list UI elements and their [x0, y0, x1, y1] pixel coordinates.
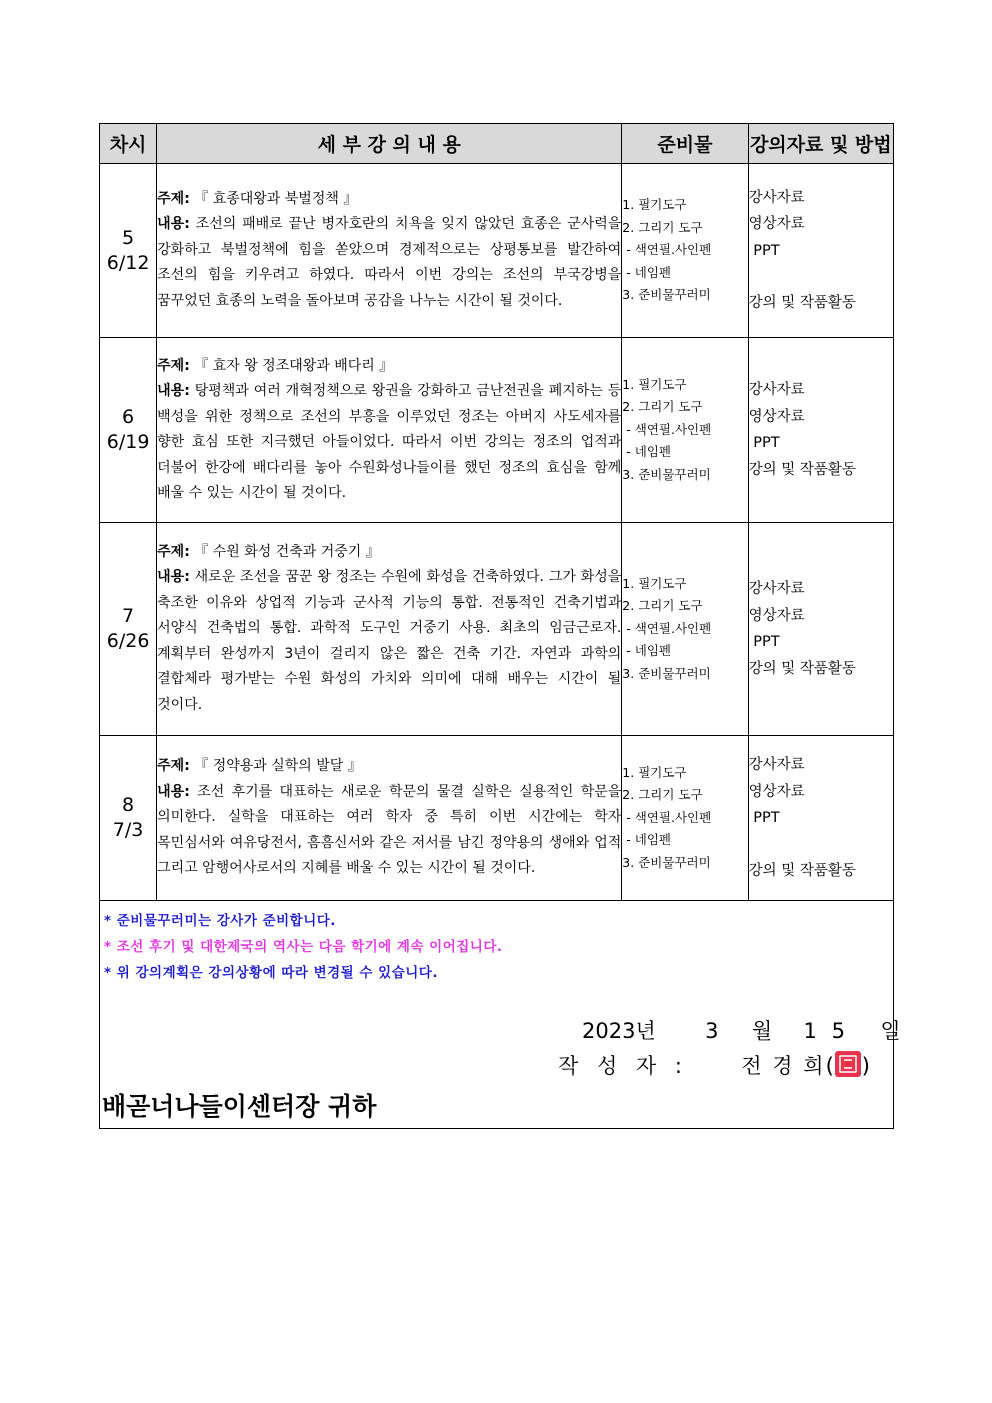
session-date: 6/19 [106, 431, 150, 453]
prep-item: 2. 그리기 도구 [622, 598, 703, 614]
materials-spacer [749, 264, 893, 290]
prep-item: 3. 준비물꾸러미 [622, 665, 711, 681]
content-label: 내용: [157, 783, 190, 800]
materials-spacer [749, 832, 893, 858]
lecture-plan-table [99, 123, 894, 901]
materials-item: PPT [748, 242, 780, 259]
materials-item: 강사자료 [748, 189, 805, 206]
topic-text: 『 정약용과 실학의 발달 』 [194, 758, 362, 775]
prep-item: - 네임펜 [622, 832, 671, 848]
prep-item: 1. 필기도구 [622, 376, 687, 392]
topic-line [157, 754, 621, 780]
date-month-unit: 월 [751, 1019, 773, 1043]
prep-item: 1. 필기도구 [622, 197, 687, 213]
prep-item: - 네임펜 [622, 444, 671, 460]
content-paragraph [157, 379, 621, 507]
materials-item: PPT [748, 435, 780, 451]
materials-cell [748, 338, 893, 523]
topic-label: 주제: [157, 357, 190, 374]
content-text: 조선 후기를 대표하는 새로운 학문의 물결 실학은 실용적인 학문을 의미한다. 실학을 대표하는 여러 학자 중 특히 이번 시간에는 학자 목민심서와 여유당전서, 흠흠신서와 같은 저서를 남긴 정약용의 생애와 업적 그리고 암행어사로서의 지혜를 배울 수 있는 시간이 될 것이다. [157, 783, 622, 877]
content-cell [157, 736, 622, 901]
materials-item: 강사자료 [748, 757, 805, 773]
prep-cell [622, 164, 748, 338]
session-cell [100, 736, 157, 901]
content-label: 내용: [157, 216, 190, 233]
topic-line [157, 540, 621, 566]
table-row [100, 164, 894, 338]
header-session: 차시 [100, 124, 157, 164]
materials-cell [748, 523, 893, 736]
table-header-row [100, 124, 894, 164]
content-paragraph [157, 780, 621, 882]
session-number: 7 [122, 605, 135, 627]
prep-item: - 색연필.사인펜 [622, 809, 712, 825]
header-materials: 강의자료 및 방법 [748, 124, 893, 164]
materials-item: 영상자료 [748, 783, 805, 800]
author-name: 전 경 희 [741, 1054, 826, 1078]
materials-cell [748, 736, 893, 901]
topic-text: 『 수원 화성 건축과 거중기 』 [194, 543, 380, 560]
recipient: 배곧너나들이센터장 귀하 [102, 1092, 377, 1121]
prep-item: - 네임펜 [622, 643, 671, 659]
header-prep: 준비물 [622, 124, 748, 164]
prep-item: - 네임펜 [622, 264, 671, 280]
materials-item: 강의 및 작품활동 [748, 660, 856, 677]
prep-item: - 색연필.사인펜 [622, 421, 712, 437]
prep-cell [622, 523, 748, 736]
date-day-unit: 일 [880, 1019, 901, 1043]
prep-item: 3. 준비물꾸러미 [622, 466, 711, 482]
topic-text: 『 효자 왕 정조대왕과 배다리 』 [194, 357, 394, 374]
table-row [100, 338, 894, 523]
content-cell [157, 164, 622, 338]
topic-label: 주제: [157, 543, 190, 560]
session-date: 6/12 [106, 251, 150, 274]
table-row [100, 523, 894, 736]
prep-item: 2. 그리기 도구 [622, 399, 703, 415]
header-content: 세 부 강 의 내 용 [157, 124, 622, 164]
table-row [100, 736, 894, 901]
content-label: 내용: [157, 569, 190, 586]
materials-item: 강의 및 작품활동 [748, 295, 856, 311]
note-prep-kit: * 준비물꾸러미는 강사가 준비합니다. [104, 913, 336, 929]
author-label: 작 성 자 : [558, 1054, 688, 1078]
prep-item: 3. 준비물꾸러미 [622, 287, 711, 303]
prep-item: 3. 준비물꾸러미 [622, 854, 711, 870]
note-next-semester: * 조선 후기 및 대한제국의 역사는 다음 학기에 계속 이어집니다. [104, 939, 503, 955]
date-month: 3 [705, 1019, 719, 1043]
session-date: 6/26 [106, 630, 150, 652]
materials-item: 영상자료 [748, 408, 805, 425]
date-year: 2023년 [582, 1019, 656, 1043]
session-date: 7/3 [112, 819, 144, 841]
topic-label: 주제: [157, 758, 190, 775]
prep-item: 2. 그리기 도구 [622, 219, 703, 235]
topic-text: 『 효종대왕과 북벌정책 』 [194, 190, 358, 207]
signature-date [582, 1015, 901, 1045]
topic-line [157, 354, 621, 380]
materials-item: PPT [748, 810, 780, 826]
materials-item: 영상자료 [748, 607, 805, 624]
prep-item: 1. 필기도구 [622, 575, 687, 591]
seal-stamp-icon [835, 1051, 861, 1077]
session-number: 5 [122, 226, 135, 249]
session-number: 6 [122, 406, 135, 428]
content-paragraph [157, 565, 621, 718]
materials-item: 영상자료 [748, 216, 805, 232]
content-label: 내용: [157, 383, 190, 399]
prep-cell [622, 338, 748, 523]
content-text: 탕평책과 여러 개혁정책으로 왕권을 강화하고 금난전권을 폐지하는 등 백성을 위한 정책으로 조선의 부흥을 이루었던 정조는 아버지 사도세자를 향한 효심 또한 지극했던 아들이었다. 따라서 이번 강의는 정조의 업적과 더불어 한강에 배다리를 놓아 수원화성나들이를 했던 정조의 효심을 함께 배울 수 있는 시간이 될 것이다. [157, 383, 622, 501]
prep-cell [622, 736, 748, 901]
materials-item: 강사자료 [748, 382, 805, 398]
note-plan-change: * 위 강의계획은 강의상황에 따라 변경될 수 있습니다. [104, 965, 438, 981]
seal-open-paren: ( [825, 1054, 834, 1078]
session-cell [100, 164, 157, 338]
content-cell [157, 338, 622, 523]
seal-close-paren: ) [861, 1054, 870, 1078]
topic-label: 주제: [157, 190, 190, 207]
session-number: 8 [122, 794, 135, 816]
prep-item: - 색연필.사인펜 [622, 620, 712, 636]
materials-item: PPT [748, 634, 780, 650]
footer-section [99, 901, 901, 1129]
content-paragraph [157, 212, 621, 314]
materials-item: 강의 및 작품활동 [748, 461, 856, 478]
lecture-plan-document [99, 123, 901, 1129]
prep-item: 1. 필기도구 [622, 764, 687, 780]
session-cell [100, 338, 157, 523]
materials-item: 강사자료 [748, 581, 805, 597]
prep-item: 2. 그리기 도구 [622, 787, 703, 803]
prep-item: - 색연필.사인펜 [622, 242, 712, 258]
materials-cell [748, 164, 893, 338]
materials-item: 강의 및 작품활동 [748, 862, 856, 879]
content-cell [157, 523, 622, 736]
date-day: 1 5 [803, 1019, 849, 1043]
content-text: 새로운 조선을 꿈꾼 왕 정조는 수원에 화성을 건축하였다. 그가 화성을 축조한 이유와 상업적 기능과 군사적 기능의 통합. 전통적인 건축기법과 서양식 건축법의 통합. 과학적 도구인 거중기 사용. 최초의 임금근로자. 계획부터 완성까지 3년이 걸리지 않은 짧은 건축 기간. 자연과 과학의 결합체라 평가받는 수원 화성의 가치와 의미에 대해 배우는 시간이 될 것이다. [157, 569, 622, 713]
session-cell [100, 523, 157, 736]
author-line [558, 1050, 870, 1080]
topic-line [157, 187, 621, 213]
content-text: 조선의 패배로 끝난 병자호란의 치욕을 잊지 않았던 효종은 군사력을 강화하고 북벌정책에 힘을 쏟았으며 경제적으로는 상평통보를 발간하여 조선의 힘을 키우려고 하였다. 따라서 이번 강의는 조선의 부국강병을 꿈꾸었던 효종의 노력을 돌아보며 공감을 나누는 시간이 될 것이다. [157, 216, 622, 309]
